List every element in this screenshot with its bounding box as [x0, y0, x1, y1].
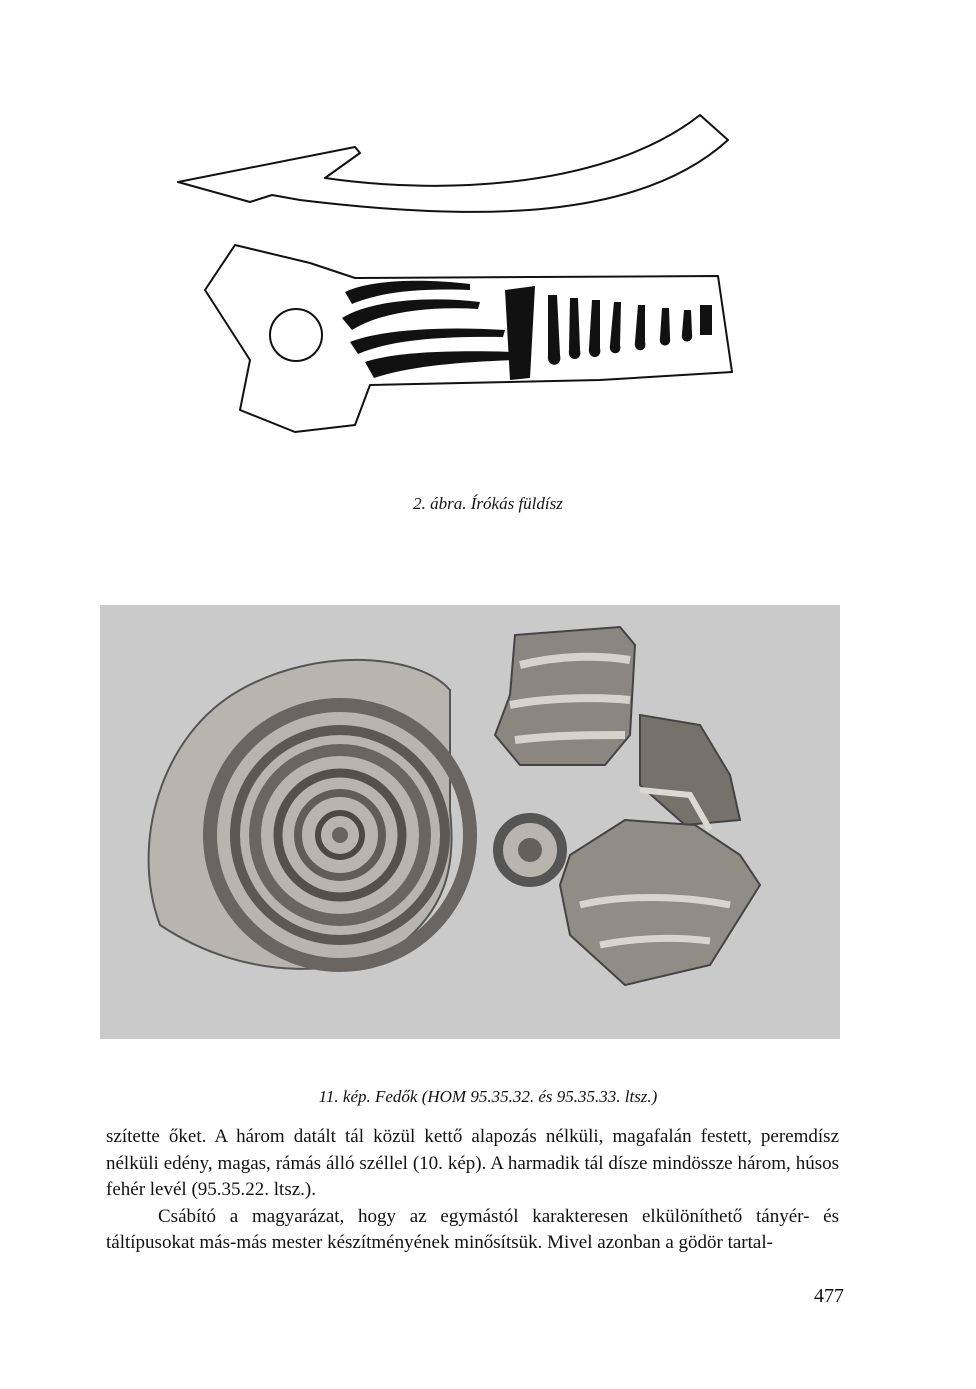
paragraph: Csábító a magyarázat, hogy az egymástól karakteresen elkülöníthető tányér- és táltípusokat más-más mester készítményének minősítsük. Mivel azonban a gödör tartal- — [106, 1205, 839, 1253]
paragraph: szítette őket. A három datált tál közül kettő alapozás nélküli, magafalán festett, peremdísz nélküli edény, magas, rámás álló széllel (10. kép). A harmadik tál dísze mindössze három, húsos fehér levél (95.35.22. ltsz.). — [106, 1126, 839, 1200]
body-text — [106, 1124, 839, 1257]
photo-caption: 11. kép. Fedők (HOM 95.35.32. és 95.35.33. ltsz.) — [318, 1087, 658, 1106]
drawing-caption: 2. ábra. Írókás füldísz — [413, 494, 563, 513]
ear-ornament-drawing — [0, 0, 976, 480]
lid-fragments-photo — [100, 605, 840, 1039]
page-number: 477 — [814, 1285, 844, 1307]
lid-fragments-image — [100, 605, 840, 1039]
